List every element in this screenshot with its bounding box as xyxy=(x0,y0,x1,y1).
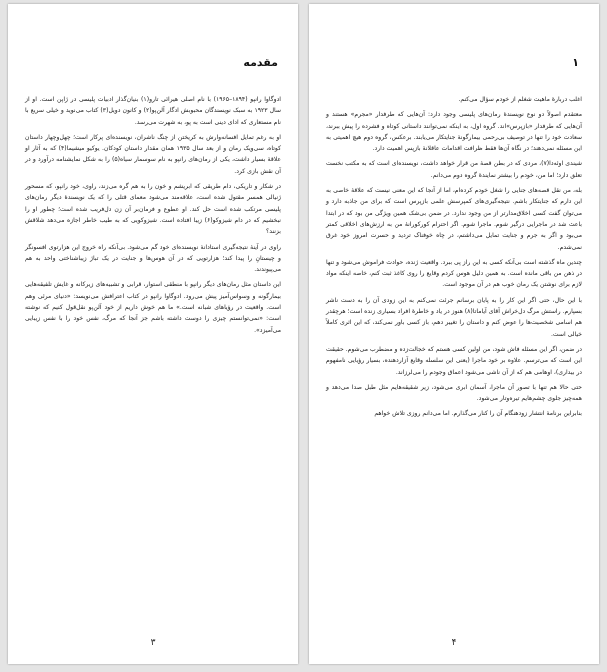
page-heading: مقدمه xyxy=(243,56,278,69)
page-body-text xyxy=(25,94,281,340)
page-number: ۳ xyxy=(150,638,156,648)
paragraph: بنابراین برنامهٔ انتشار زودهنگام آن را کنار می‌گذارم. اما می‌دانم روزی تلاش خواهم xyxy=(374,410,582,418)
paragraph: چندین ماه گذشته است بی‌آنکه کسی به این راز پی ببرد. واقعیت ژنده، حوادث فراموش می‌شود و تنها در ذهن من باقی مانده است. به همین دلیل هوس کردم وقایع را روی کاغذ ثبت کنم، خاصه اینکه مواد لازم برای نوشتن یک رمان خوب هم در آن موجود است. xyxy=(326,258,582,289)
paragraph: در شکار و تاریکی، دام طریقی که ابریشم و خون را به هم گره می‌زند، راوی، خود رانپو، که مسحور ژنیالی همسر مقتول شده است، علاقه‌مند می‌شود معمای قتلی را که یک نویسندهٔ دیگر رمان‌های پلیسی مرتکب شده است حل کند. او عطوع و فرمان‌بر آن زن دل‌فریب شده است؛ چطور او را نبخشیم که در دام شیزوکو(۶) زیبا افتاده است. شیزوکویی که به طیب خاطر اجازه می‌دهد شلاقش بزنند؟ xyxy=(25,183,281,236)
paragraph: اغلب دربارهٔ ماهیت شغلم از خودم سؤال می‌کنم. xyxy=(458,96,582,103)
paragraph: شیندی اوئه‌دا(۷)، مردی که در بطن قصهٔ من قرار خواهد داشت، نویسنده‌ای است که به مکتب نخست تعلق دارد؛ اما من، خودم را بیشتر نمایندهٔ گروه دوم می‌دانم. xyxy=(326,160,583,179)
page-number: ۴ xyxy=(451,638,457,648)
paragraph: بله، من نقل قصه‌های جنایی را شغل خودم کرده‌ام، اما از آنجا که این معنی نیست که علاقهٔ خاصی به این دارم که جنایتکار باشم. نتیجه‌گیری‌های کمپرسش علمی بازپرس است که برای من جاذبه دارد و می‌توان گفت کسی اخلاق‌مدارتر از من وجود ندارد. در ضمن بی‌شک همین ویژگی من بود که در ابتدا باعث شد در ماجرایی درگیر شوم. ماجرا شوم. اگر احترام کورکورانهٔ من به ارزش‌های اخلاقی کمتر می‌بود و اگر به جرم و جنایت تمایل می‌داشتم، در چاه خوفناک تردید و حسرت امروز خود غرق نمی‌شدم. xyxy=(326,187,582,251)
page-body-text xyxy=(326,94,582,424)
paragraph: راوی در آینهٔ نتیجه‌گیری استادانهٔ نویسنده‌ای خود گم می‌شود. بی‌آنکه راه خروج این هزارتوی افسونگر و چیستانِ را پیدا کند؛ هزارتویی که در آن هوس‌ها و جنایت در یک تباژ زیبا‌شناختی واحد به هم می‌پیوندند. xyxy=(25,243,281,274)
paragraph: ادوگاوا رانپو (۱۸۹۴–۱۹۶۵) با نام اصلی هیرائی تارو(۱) بنیان‌گذار ادبیات پلیسی در ژاپن است. او از سال ۱۹۲۳ به سبک نویسندگان محبوبش ادگار آلن‌پو(۲) و کانون دویل(۳) کتاب می‌نوید و خیلی سریع با نام مستعاری که ادای دینی است به پو، به شهرت می‌رسد. xyxy=(25,96,281,126)
left-page xyxy=(8,4,298,664)
paragraph: او به رغم تمایل افسانه‌وارش به کریختن از چنگ ناشران، نویسنده‌ای پرکار است؛ چهل‌وچهار داستان کوتاه، سی‌ویک رمان و از بعد سال ۱۹۳۵ همان مقدار داستان کودکان. یوکیو میشیما(۴) که به آثار او علاقهٔ بسیار داشت، یکی از رمان‌های رانپو به نام سوسمار سیاه(۵) را به شکل نمایشنامه درآورد و در آن نقش بازی کرد. xyxy=(25,133,282,175)
paragraph: این داستان مثل رمان‌های دیگر رانپو با منطقی استوار، قرابی و تشبیه‌های زیرکانه و غایش تلفیقه‌هایی بیمارگونه و وسواس‌آمیز پیش می‌رود. ادوگاوا رانپو در کتاب اعترافش می‌نویسد: «دنیای مرئی وهم است. واقعیت در رؤیاهای شبانه است.» ما هم خوش داریم از خود آلن‌پو نقل‌قول کنیم که نوشته است: «نمی‌توانستم چیزی را دوست داشته باشم جز آنجا که مرگ، نفس خود را با نفس زیبایی می‌آمیزد». xyxy=(25,281,281,334)
right-page xyxy=(309,4,599,664)
paragraph: معتقدم اصولاً دو نوع نویسندهٔ رمان‌های پلیسی وجود دارد: آن‌هایی که طرفدار «مجرم» هستند و آن‌هایی که طرفدار «بازپرس»اند. گروه اول، به اینکه نمی‌توانند داستانی کوتاه و فشرده را پیش ببرند، سعادت خود را تنها در توصیف بی‌رحمی بیمارگونهٔ جنایتکار می‌یابند. برعکس، گروه دوم هیچ اهمیتی به این مسئله نمی‌دهند؛ در نگاه آن‌ها فقط ظرافت اقدامات عاقلانهٔ بازپس اهمیت دارد. xyxy=(326,111,582,153)
paragraph: حتی حالا هم تنها با تصور آن ماجرا، آسمان ابری می‌شود، زیر شقیقه‌هایم مثل طبل صدا می‌دهد و همه‌چیز جلوی چشم‌هایم تیره‌وتار می‌شود. xyxy=(326,383,582,403)
paragraph: با این حال، حتی اگر این کار را به پایان برسانم جرئت نمی‌کنم به این زودی آن را به دست ناشر بسپارم. راستش مرگ دل‌خراش آقای آیاماتا(۸) هنوز در یاد و خاطرهٔ افراد بسیاری زنده است؛ هرچقدر هم اسامی شخصیت‌ها را عوض کنم و داستان را تغییر دهم، باز کسی باور نمی‌کند، که این اثری کاملاً خیالی است. xyxy=(326,296,582,338)
chapter-number: ۱ xyxy=(572,56,579,69)
paragraph: در ضمن، اگر این مسئله فاش شود، من اولین کسی هستم که خجالت‌زده و مضطرب می‌شوم. حقیقت این است که می‌ترسم. علاوه بر خود ماجرا (یعنی این سلسله وقایع آزاردهنده، بسیار رؤیایی نامفهوم در بیداری)، اوهامی هم که از آن ناشی می‌شود اعماق وجودم را می‌لرزاند. xyxy=(326,345,582,376)
